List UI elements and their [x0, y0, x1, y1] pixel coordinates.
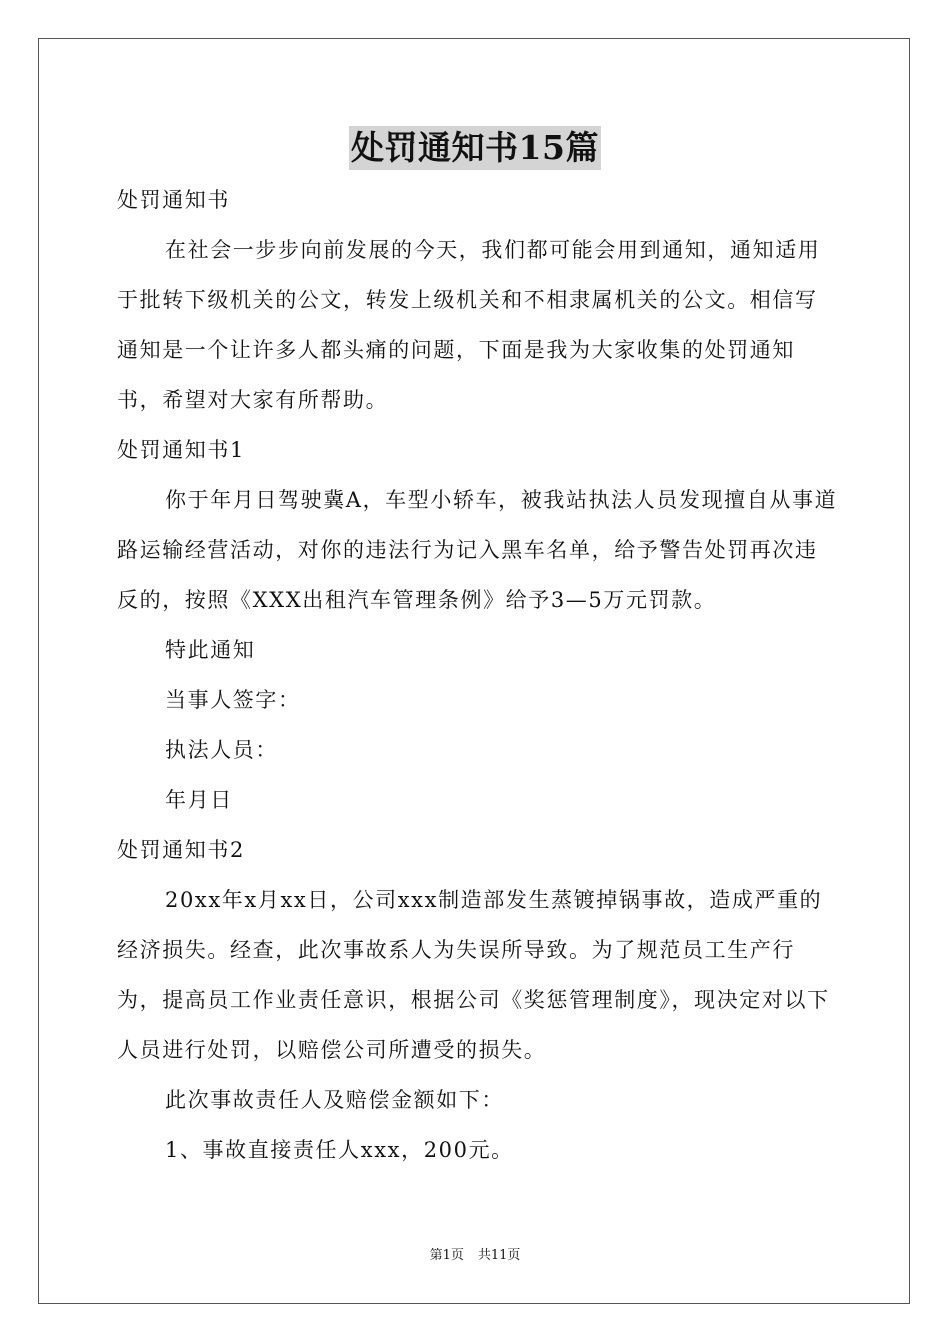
- section-heading: 处罚通知书: [117, 188, 230, 212]
- body-paragraph: 你于年月日驾驶冀A，车型小轿车，被我站执法人员发现擅自从事道路运输经营活动，对你的违法行为记入黑车名单，给予警告处罚再次违反的，按照《XXX出租汽车管理条例》给予3—5万元罚款。: [117, 488, 838, 612]
- body-paragraph: 此次事故责任人及赔偿金额如下：: [165, 1088, 504, 1112]
- title-container: [0, 126, 950, 170]
- page-footer: [0, 1246, 950, 1266]
- body-paragraph: 在社会一步步向前发展的今天，我们都可能会用到通知，通知适用于批转下级机关的公文，转发上级机关和不相隶属机关的公文。相信写通知是一个让许多人都头痛的问题，下面是我为大家收集的处罚通知书，希望对大家有所帮助。: [117, 238, 821, 412]
- document-title: 处罚通知书15篇: [349, 126, 601, 170]
- body-paragraph: 20xx年x月xx日，公司xxx制造部发生蒸镀掉锅事故，造成严重的经济损失。经查，此次事故系人为失误所导致。为了规范员工生产行为，提高员工作业责任意识，根据公司《奖惩管理制度》，现决定对以下人员进行处罚，以赔偿公司所遭受的损失。: [117, 888, 830, 1062]
- body-paragraph: 当事人签字：: [165, 688, 301, 712]
- page-total: 共11页: [477, 1248, 521, 1263]
- section-heading: 处罚通知书2: [117, 838, 245, 862]
- body-paragraph: 年月日: [165, 788, 233, 812]
- section-heading: 处罚通知书1: [117, 438, 245, 462]
- body-paragraph: 1、事故直接责任人xxx，200元。: [165, 1138, 514, 1162]
- document-body: [117, 175, 839, 1175]
- body-paragraph: 执法人员：: [165, 738, 278, 762]
- page-current: 第1页: [429, 1248, 464, 1263]
- body-paragraph: 特此通知: [165, 638, 256, 662]
